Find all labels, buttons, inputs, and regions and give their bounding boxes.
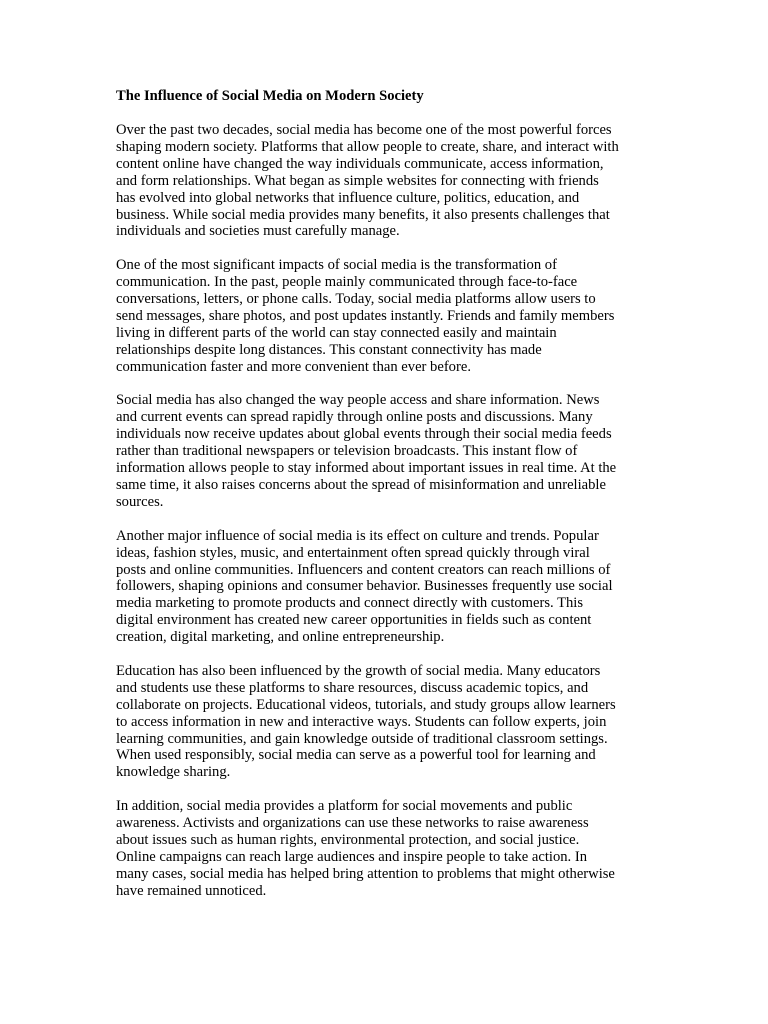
paragraph-line: many cases, social media has helped bring attention to problems that might otherwise — [116, 865, 615, 882]
paragraph-line: ideas, fashion styles, music, and entertainment often spread quickly through viral — [116, 544, 590, 561]
paragraph-line: In addition, social media provides a platform for social movements and public — [116, 798, 573, 815]
paragraph-line: One of the most significant impacts of social media is the transformation of — [116, 257, 557, 274]
document-body — [116, 122, 656, 900]
paragraph — [116, 257, 656, 375]
paragraph-line: have remained unnoticed. — [116, 882, 267, 899]
paragraph-line: and current events can spread rapidly through online posts and discussions. Many — [116, 409, 593, 426]
paragraph-line: communication. In the past, people mainly communicated through face-to-face — [116, 274, 578, 291]
document-title: The Influence of Social Media on Modern Society — [116, 88, 424, 104]
paragraph — [116, 528, 656, 646]
paragraph-line: conversations, letters, or phone calls. Today, social media platforms allow users to — [116, 291, 596, 308]
document-page — [116, 88, 656, 917]
paragraph-line: Education has also been influenced by the growth of social media. Many educators — [116, 662, 601, 679]
paragraph-line: Over the past two decades, social media has become one of the most powerful forces — [116, 122, 612, 138]
paragraph — [116, 663, 656, 781]
paragraph — [116, 392, 656, 510]
paragraph-line: Online campaigns can reach large audiences and inspire people to take action. In — [116, 848, 587, 865]
paragraph-line: content online have changed the way individuals communicate, access information, — [116, 155, 604, 172]
paragraph-line: Another major influence of social media is its effect on culture and trends. Popular — [116, 527, 599, 544]
paragraph-line: and students use these platforms to share resources, discuss academic topics, and — [116, 679, 589, 696]
paragraph-line: individuals now receive updates about global events through their social media feeds — [116, 426, 612, 443]
paragraph-line: information allows people to stay informed about important issues in real time. At the — [116, 460, 617, 477]
paragraph-line: individuals and societies must carefully manage. — [116, 223, 400, 240]
paragraph-line: posts and online communities. Influencers and content creators can reach millions of — [116, 561, 611, 578]
paragraph-line: has evolved into global networks that influence culture, politics, education, and — [116, 189, 580, 206]
paragraph-line: Social media has also changed the way people access and share information. News — [116, 392, 600, 409]
paragraph — [116, 798, 656, 899]
paragraph-line: send messages, share photos, and post updates instantly. Friends and family members — [116, 307, 615, 324]
paragraph-line: rather than traditional newspapers or television broadcasts. This instant flow of — [116, 443, 578, 460]
paragraph-line: followers, shaping opinions and consumer behavior. Businesses frequently use social — [116, 578, 613, 595]
paragraph-line: living in different parts of the world can stay connected easily and maintain — [116, 324, 557, 341]
paragraph-line: When used responsibly, social media can serve as a powerful tool for learning and — [116, 747, 596, 764]
paragraph-line: media marketing to promote products and connect directly with customers. This — [116, 595, 584, 612]
paragraph-line: digital environment has created new career opportunities in fields such as content — [116, 612, 592, 629]
paragraph-line: and form relationships. What began as simple websites for connecting with friends — [116, 172, 599, 189]
paragraph-line: learning communities, and gain knowledge outside of traditional classroom settings. — [116, 730, 608, 747]
paragraph-line: creation, digital marketing, and online entrepreneurship. — [116, 629, 445, 646]
paragraph-line: collaborate on projects. Educational videos, tutorials, and study groups allow learners — [116, 696, 616, 713]
paragraph-line: to access information in new and interactive ways. Students can follow experts, join — [116, 713, 607, 730]
paragraph-line: communication faster and more convenient than ever before. — [116, 358, 471, 375]
paragraph-line: knowledge sharing. — [116, 764, 231, 781]
paragraph-line: shaping modern society. Platforms that allow people to create, share, and interact with — [116, 138, 619, 155]
paragraph — [116, 122, 656, 240]
paragraph-line: relationships despite long distances. This constant connectivity has made — [116, 341, 542, 358]
paragraph-line: sources. — [116, 493, 164, 510]
paragraph-line: awareness. Activists and organizations can use these networks to raise awareness — [116, 815, 589, 832]
paragraph-line: same time, it also raises concerns about the spread of misinformation and unreliable — [116, 477, 606, 493]
paragraph-line: about issues such as human rights, environmental protection, and social justice. — [116, 831, 580, 848]
paragraph-line: business. While social media provides many benefits, it also presents challenges that — [116, 206, 610, 223]
